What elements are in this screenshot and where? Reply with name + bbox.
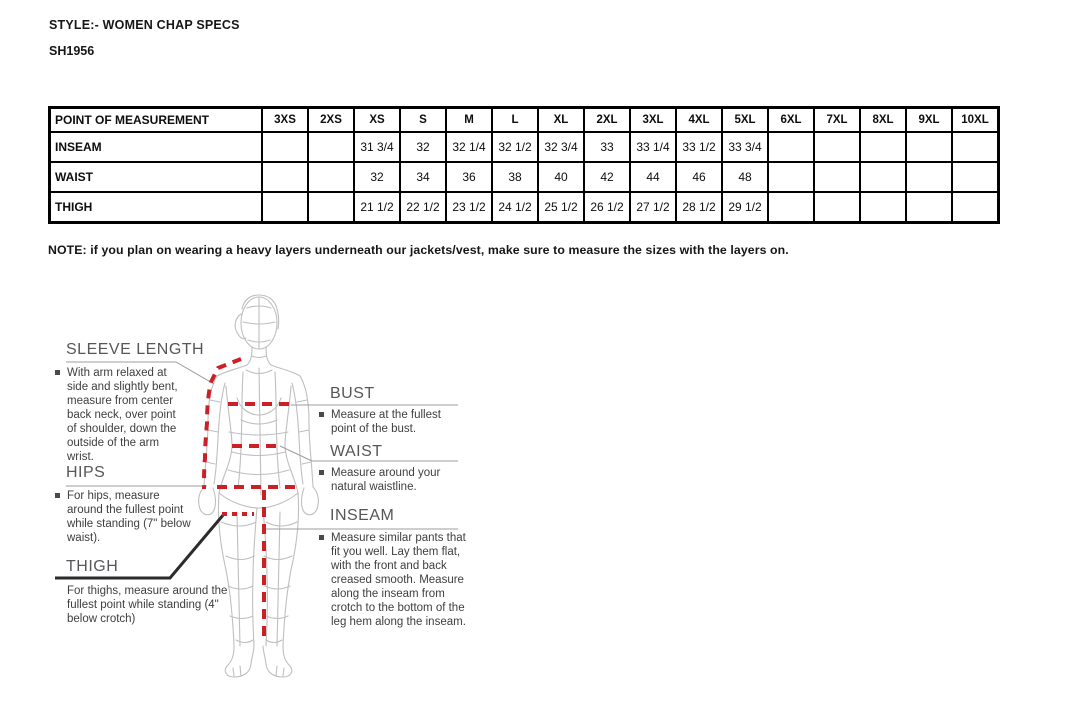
guide-description-hips	[67, 489, 193, 545]
guide-description-text: Measure at the fullest point of the bust.	[331, 409, 441, 435]
table-row	[50, 132, 999, 162]
size-value-cell: 21 1/2	[354, 192, 400, 223]
size-value-cell	[814, 132, 860, 162]
guide-description-waist	[331, 466, 463, 494]
column-header-size: M	[446, 108, 492, 133]
size-value-cell	[814, 192, 860, 223]
size-value-cell	[308, 162, 354, 192]
bullet-square-icon	[319, 412, 324, 417]
size-value-cell: 44	[630, 162, 676, 192]
size-value-cell: 40	[538, 162, 584, 192]
column-header-size: 3XS	[262, 108, 308, 133]
guide-description-text: For hips, measure around the fullest point while standing (7" below waist).	[67, 490, 191, 544]
guide-heading-waist: WAIST	[330, 443, 383, 460]
size-value-cell: 32	[354, 162, 400, 192]
size-value-cell: 32 1/2	[492, 132, 538, 162]
guide-description-text: For thighs, measure around the fullest point while standing (4" below crotch)	[67, 585, 228, 625]
size-value-cell	[814, 162, 860, 192]
row-label: THIGH	[50, 192, 263, 223]
size-value-cell: 26 1/2	[584, 192, 630, 223]
column-header-size: L	[492, 108, 538, 133]
sleeve-measure-line	[204, 359, 241, 489]
size-value-cell: 27 1/2	[630, 192, 676, 223]
size-value-cell: 32	[400, 132, 446, 162]
size-value-cell: 33 3/4	[722, 132, 768, 162]
note-text: NOTE: if you plan on wearing a heavy layers underneath our jackets/vest, make sure to measure the sizes with the layers on.	[48, 243, 789, 257]
column-header-size: 7XL	[814, 108, 860, 133]
guide-description-thigh	[67, 584, 239, 626]
column-header-size: 5XL	[722, 108, 768, 133]
size-value-cell: 25 1/2	[538, 192, 584, 223]
size-value-cell	[768, 162, 814, 192]
size-value-cell: 42	[584, 162, 630, 192]
bullet-square-icon	[319, 470, 324, 475]
size-value-cell	[308, 132, 354, 162]
guide-heading-thigh: THIGH	[66, 558, 119, 575]
size-value-cell	[860, 132, 906, 162]
size-value-cell: 22 1/2	[400, 192, 446, 223]
column-header-size: XL	[538, 108, 584, 133]
size-value-cell: 28 1/2	[676, 192, 722, 223]
column-header-label: POINT OF MEASUREMENT	[50, 108, 263, 133]
column-header-size: 8XL	[860, 108, 906, 133]
size-value-cell	[262, 132, 308, 162]
size-chart-table	[48, 106, 1000, 224]
size-value-cell: 46	[676, 162, 722, 192]
size-value-cell	[768, 192, 814, 223]
size-value-cell	[262, 162, 308, 192]
guide-heading-bust: BUST	[330, 385, 375, 402]
column-header-size: 10XL	[952, 108, 999, 133]
column-header-size: 9XL	[906, 108, 952, 133]
size-value-cell	[262, 192, 308, 223]
size-value-cell: 34	[400, 162, 446, 192]
guide-description-sleeve-length	[67, 366, 181, 464]
size-value-cell	[952, 192, 999, 223]
size-value-cell: 48	[722, 162, 768, 192]
column-header-size: 3XL	[630, 108, 676, 133]
guide-heading-hips: HIPS	[66, 464, 106, 481]
size-value-cell: 32 3/4	[538, 132, 584, 162]
size-value-cell: 33 1/2	[676, 132, 722, 162]
guide-description-text: Measure similar pants that fit you well. Lay them flat, with the front and back creased smooth. Measure along the inseam from crotch to the bottom of the leg hem along the inseam.	[331, 532, 466, 628]
column-header-size: 6XL	[768, 108, 814, 133]
bullet-square-icon	[55, 370, 60, 375]
size-value-cell: 32 1/4	[446, 132, 492, 162]
size-value-cell: 24 1/2	[492, 192, 538, 223]
size-value-cell: 29 1/2	[722, 192, 768, 223]
size-value-cell	[906, 132, 952, 162]
size-value-cell: 33	[584, 132, 630, 162]
size-value-cell	[906, 162, 952, 192]
size-value-cell: 38	[492, 162, 538, 192]
style-code: SH1956	[49, 44, 95, 58]
page-title: STYLE:- WOMEN CHAP SPECS	[49, 18, 240, 32]
size-value-cell: 33 1/4	[630, 132, 676, 162]
column-header-size: S	[400, 108, 446, 133]
guide-heading-inseam: INSEAM	[330, 507, 395, 524]
column-header-size: XS	[354, 108, 400, 133]
table-header-row	[50, 108, 999, 133]
size-value-cell	[952, 162, 999, 192]
table-row	[50, 192, 999, 223]
guide-heading-sleeve-length: SLEEVE LENGTH	[66, 341, 205, 358]
column-header-size: 2XS	[308, 108, 354, 133]
guide-description-inseam	[331, 531, 467, 629]
bullet-square-icon	[55, 493, 60, 498]
size-value-cell: 36	[446, 162, 492, 192]
size-value-cell	[860, 192, 906, 223]
column-header-size: 4XL	[676, 108, 722, 133]
table-row	[50, 162, 999, 192]
guide-description-bust	[331, 408, 463, 436]
size-value-cell	[768, 132, 814, 162]
bullet-square-icon	[319, 535, 324, 540]
guide-description-text: With arm relaxed at side and slightly bent, measure from center back neck, over point of shoulder, down the outside of the arm wrist.	[67, 367, 178, 463]
guide-description-text: Measure around your natural waistline.	[331, 467, 441, 493]
size-value-cell: 31 3/4	[354, 132, 400, 162]
column-header-size: 2XL	[584, 108, 630, 133]
size-value-cell	[906, 192, 952, 223]
size-value-cell	[860, 162, 906, 192]
row-label: INSEAM	[50, 132, 263, 162]
size-value-cell	[952, 132, 999, 162]
row-label: WAIST	[50, 162, 263, 192]
size-value-cell: 23 1/2	[446, 192, 492, 223]
size-value-cell	[308, 192, 354, 223]
